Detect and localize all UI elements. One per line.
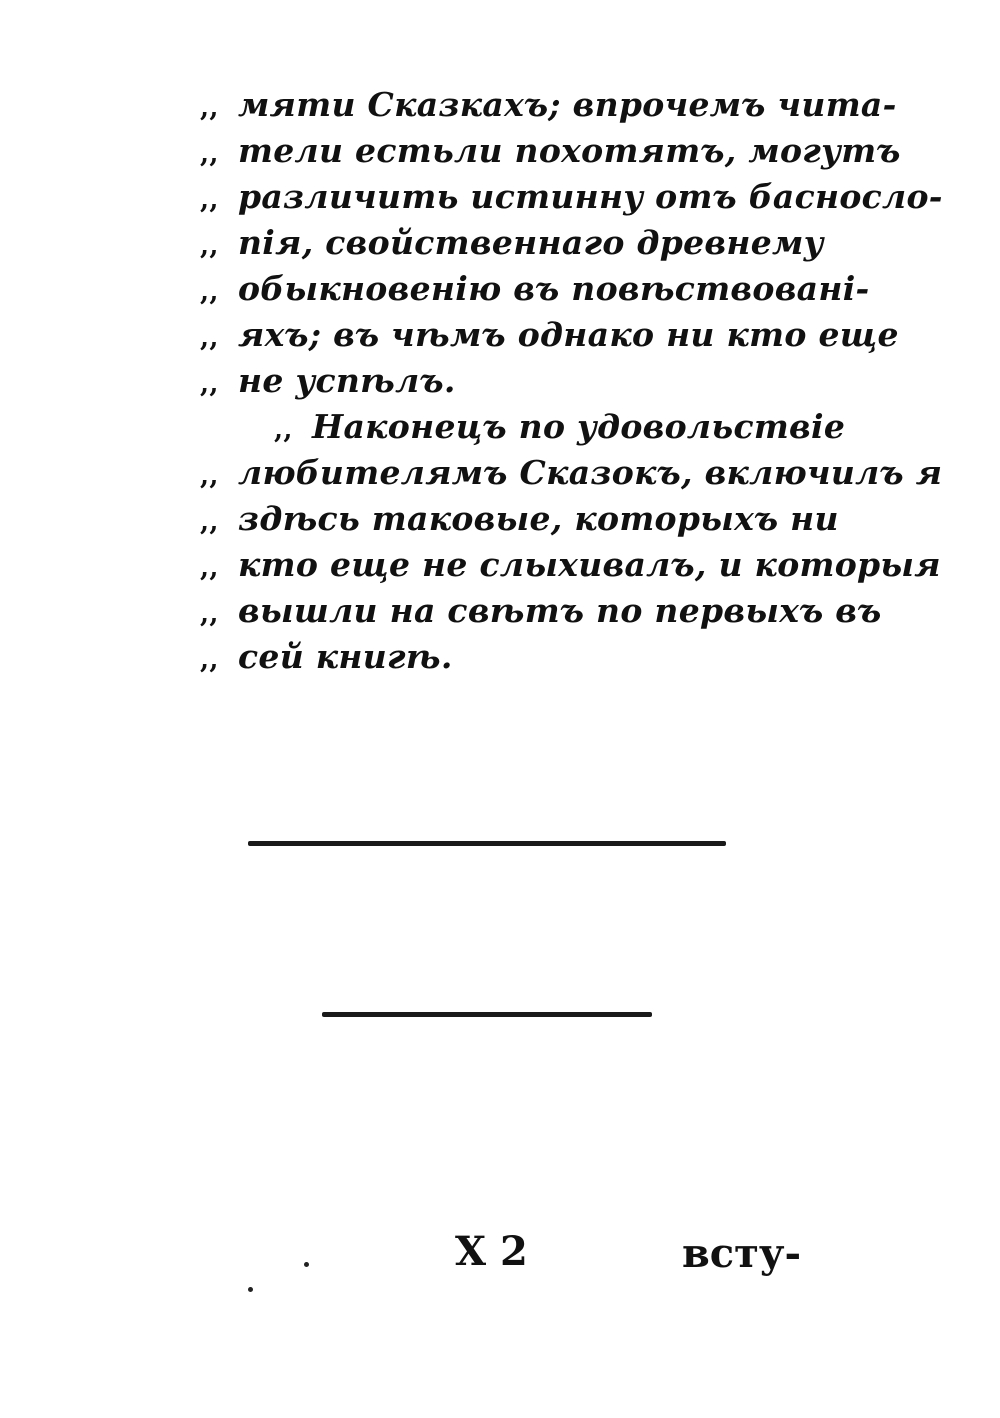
text-line [200,358,810,404]
text-line [200,450,943,496]
quote-mark: ,, [200,139,219,169]
line-text: различить истинну отъ басносло- [238,177,943,216]
quote-mark: ,, [274,415,293,445]
ink-speck [248,1287,253,1292]
line-text: вышли на свѣтъ по первыхъ въ [238,591,882,630]
text-line [200,588,882,634]
quote-mark: ,, [200,93,219,123]
text-line [200,404,846,450]
line-text: пія, свойственнаго древнему [238,223,824,262]
quote-mark: ,, [200,461,219,491]
quote-mark: ,, [200,553,219,583]
quote-mark: ,, [200,231,219,261]
horizontal-rule [322,1012,652,1017]
line-text: обыкновенію въ повѣствовані- [238,269,870,308]
text-line [200,634,810,680]
quote-mark: ,, [200,369,219,399]
line-text: мяти Сказкахъ; впрочемъ чита- [238,85,897,124]
text-line [200,128,901,174]
text-line [200,174,943,220]
ink-speck [304,1262,309,1267]
catchword: всту- [682,1230,802,1277]
horizontal-rule [248,841,726,846]
line-text: любителямъ Сказокъ, включилъ я [238,453,943,492]
signature-mark: X 2 [455,1228,528,1275]
text-line [200,496,839,542]
quote-mark: ,, [200,185,219,215]
text-line [200,542,941,588]
quote-mark: ,, [200,645,219,675]
line-text: кто еще не слыхивалъ, и которыя [238,545,941,584]
paragraph-1 [200,82,943,404]
line-text: здѣсь таковые, которыхъ ни [238,499,839,538]
quote-mark: ,, [200,507,219,537]
quote-mark: ,, [200,323,219,353]
line-text: Наконецъ по удовольствіе [312,407,846,446]
line-text: сей книгѣ. [238,637,453,676]
text-line [200,266,870,312]
line-text: тели естьли похотятъ, могутъ [238,131,901,170]
quote-mark: ,, [200,277,219,307]
paragraph-2 [200,404,943,680]
text-line [200,312,899,358]
line-text: яхъ; въ чѣмъ однако ни кто еще [238,315,899,354]
text-line [200,220,824,266]
line-text: не успѣлъ. [238,361,456,400]
text-line [200,82,897,128]
quote-mark: ,, [200,599,219,629]
